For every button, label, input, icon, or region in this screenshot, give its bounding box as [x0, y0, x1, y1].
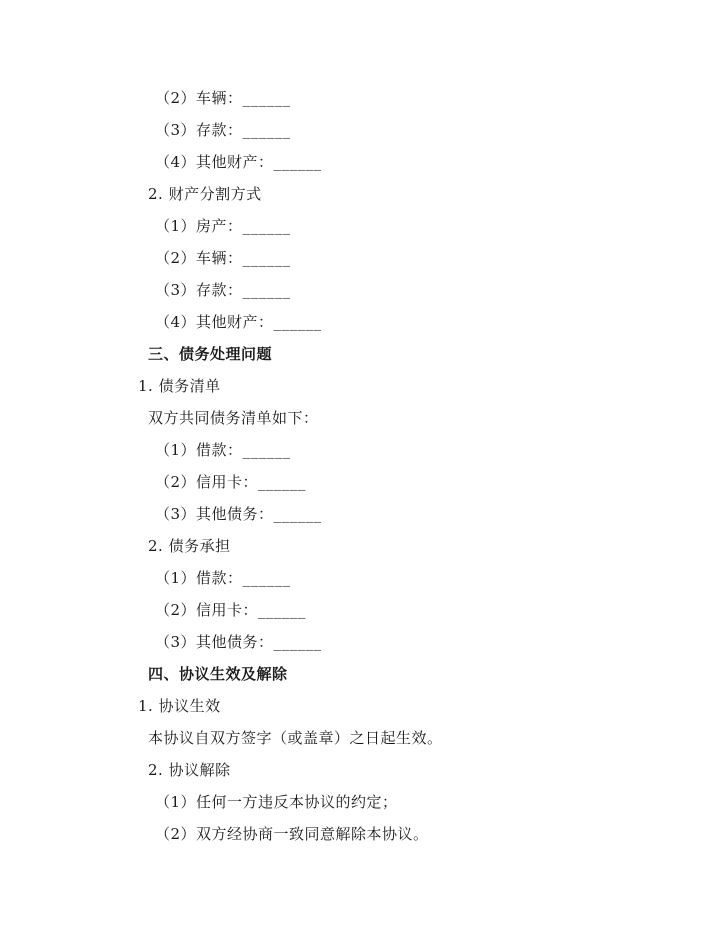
list-item: （1）借款：______: [155, 569, 291, 587]
subsection-title: 2. 财产分割方式: [148, 185, 262, 203]
list-item: （1）任何一方违反本协议的约定；: [155, 793, 398, 811]
paragraph: 双方共同债务清单如下：: [148, 409, 319, 427]
list-item: （3）存款：______: [155, 121, 291, 139]
list-item: （3）其他债务：______: [155, 505, 322, 523]
list-item: （2）信用卡：______: [155, 601, 307, 619]
section-heading: 四、协议生效及解除: [148, 665, 288, 683]
subsection-title: 2. 协议解除: [148, 761, 231, 779]
subsection-title: 1. 协议生效: [138, 697, 221, 715]
list-item: （4）其他财产：______: [155, 313, 322, 331]
list-item: （2）双方经协商一致同意解除本协议。: [155, 825, 429, 843]
subsection-title: 2. 债务承担: [148, 537, 231, 555]
list-item: （2）车辆：______: [155, 89, 291, 107]
list-item: （3）存款：______: [155, 281, 291, 299]
list-item: （1）借款：______: [155, 441, 291, 459]
list-item: （4）其他财产：______: [155, 153, 322, 171]
section-heading: 三、债务处理问题: [148, 345, 273, 363]
paragraph: 本协议自双方签字（或盖章）之日起生效。: [148, 729, 443, 747]
subsection-title: 1. 债务清单: [138, 377, 221, 395]
list-item: （2）信用卡：______: [155, 473, 307, 491]
list-item: （3）其他债务：______: [155, 633, 322, 651]
list-item: （1）房产：______: [155, 217, 291, 235]
list-item: （2）车辆：______: [155, 249, 291, 267]
